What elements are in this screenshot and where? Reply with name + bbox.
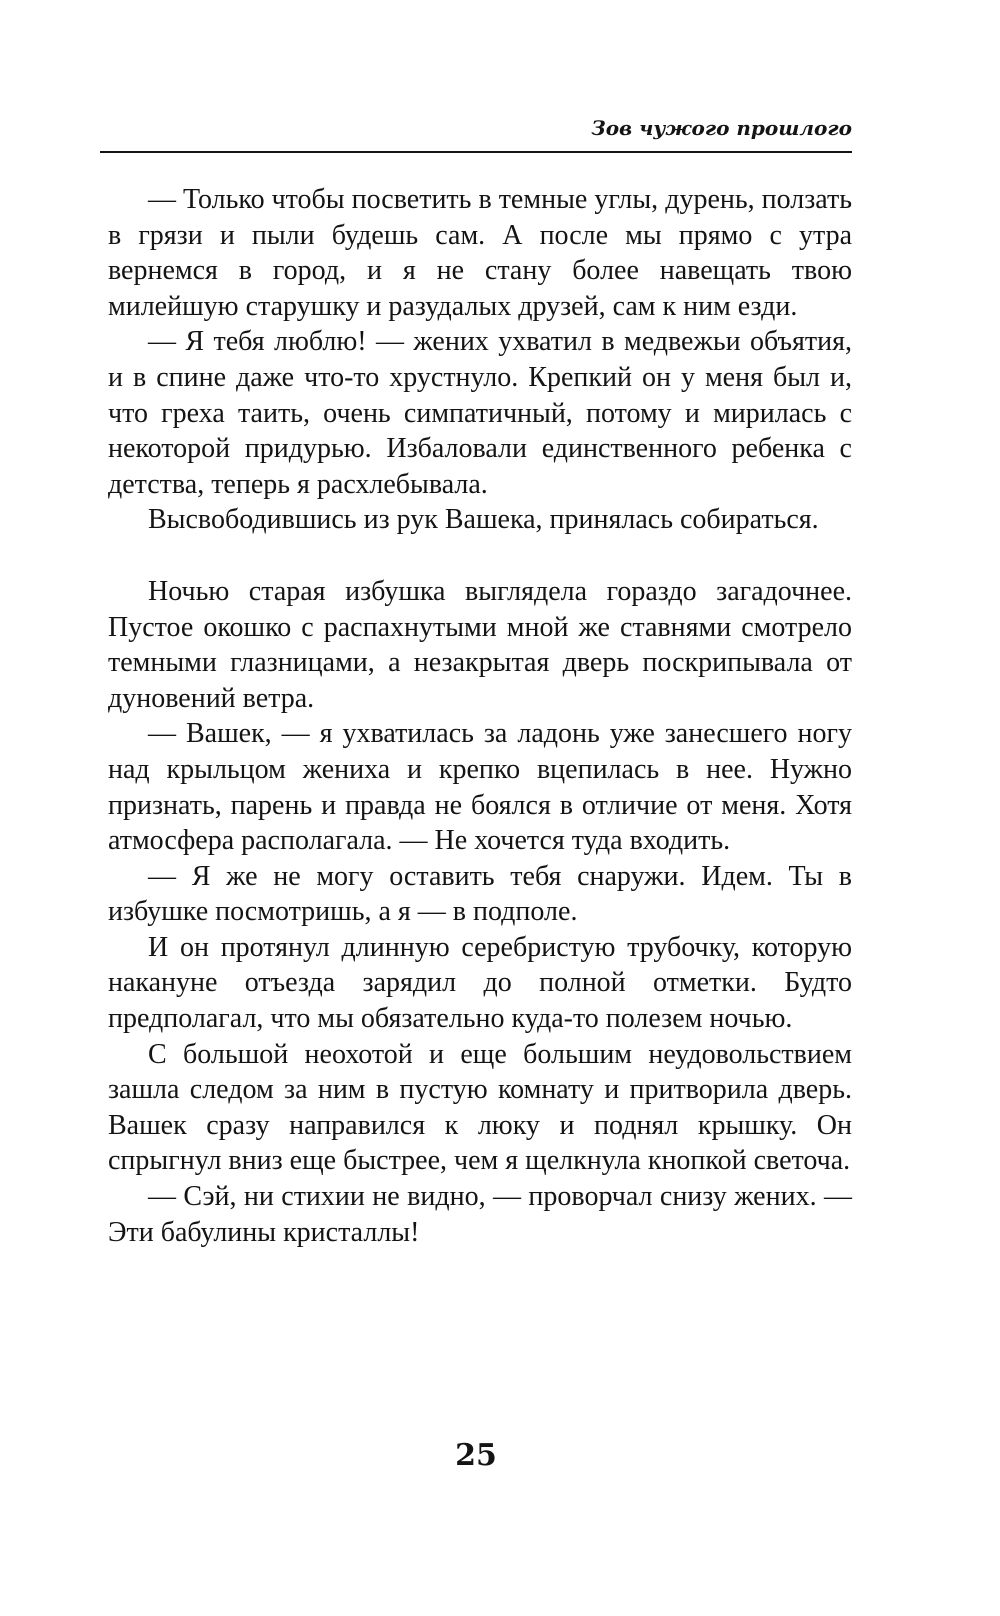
running-head-title: Зов чужого прошлого xyxy=(591,116,852,140)
page-number: 25 xyxy=(455,1438,497,1473)
scene-break xyxy=(108,538,852,574)
paragraph-4: Ночью старая избушка выглядела гораздо загадочнее. Пустое окошко с распахнутыми мной же ставнями смотрело темными глазницами, а незакрытая дверь поскрипывала от дуновений ветра. xyxy=(108,575,852,714)
paragraph-2: — Я тебя люблю! — жених ухватил в медвежьи объятия, и в спине даже что-то хрустнуло. Крепкий он у меня был и, что греха таить, очень симпатичный, потому и мирилась с некоторой придурью. Избаловали единственного ребенка с детства, теперь я расхлебывала. xyxy=(108,326,852,500)
paragraph-1: — Только чтобы посветить в темные углы, дурень, ползать в грязи и пыли будешь сам. А после мы прямо с утра вернемся в город, и я не стану более навещать твою милейшую старушку и разудалых друзей, сам к ним езди. xyxy=(108,184,852,322)
body-text xyxy=(108,182,852,1250)
paragraph-3: Высвободившись из рук Вашека, принялась собираться. xyxy=(148,504,819,536)
paragraph-9: — Сэй, ни стихии не видно, — проворчал снизу жених. — Эти бабулины кристаллы! xyxy=(108,1181,852,1248)
paragraph-7: И он протянул длинную серебристую трубочку, которую накануне отъезда зарядил до полной отметки. Будто предполагал, что мы обязательно куда-то полезем ночью. xyxy=(108,931,852,1035)
paragraph-5: — Вашек, — я ухватилась за ладонь уже занесшего ногу над крыльцом жениха и крепко вцепилась в нее. Нужно признать, парень и правда не боялся в отличие от меня. Хотя атмосфера располагала. — Не хочется туда входить. xyxy=(108,718,852,857)
header-rule xyxy=(100,151,852,153)
paragraph-6: — Я же не могу оставить тебя снаружи. Идем. Ты в избушке посмотришь, а я — в подполе. xyxy=(108,860,852,928)
paragraph-8: С большой неохотой и еще большим неудовольствием зашла следом за ним в пустую комнату и притворила дверь. Вашек сразу направился к люку и поднял крышку. Он спрыгнул вниз еще быстрее, чем я щелкнула кнопкой светоча. xyxy=(108,1038,852,1177)
